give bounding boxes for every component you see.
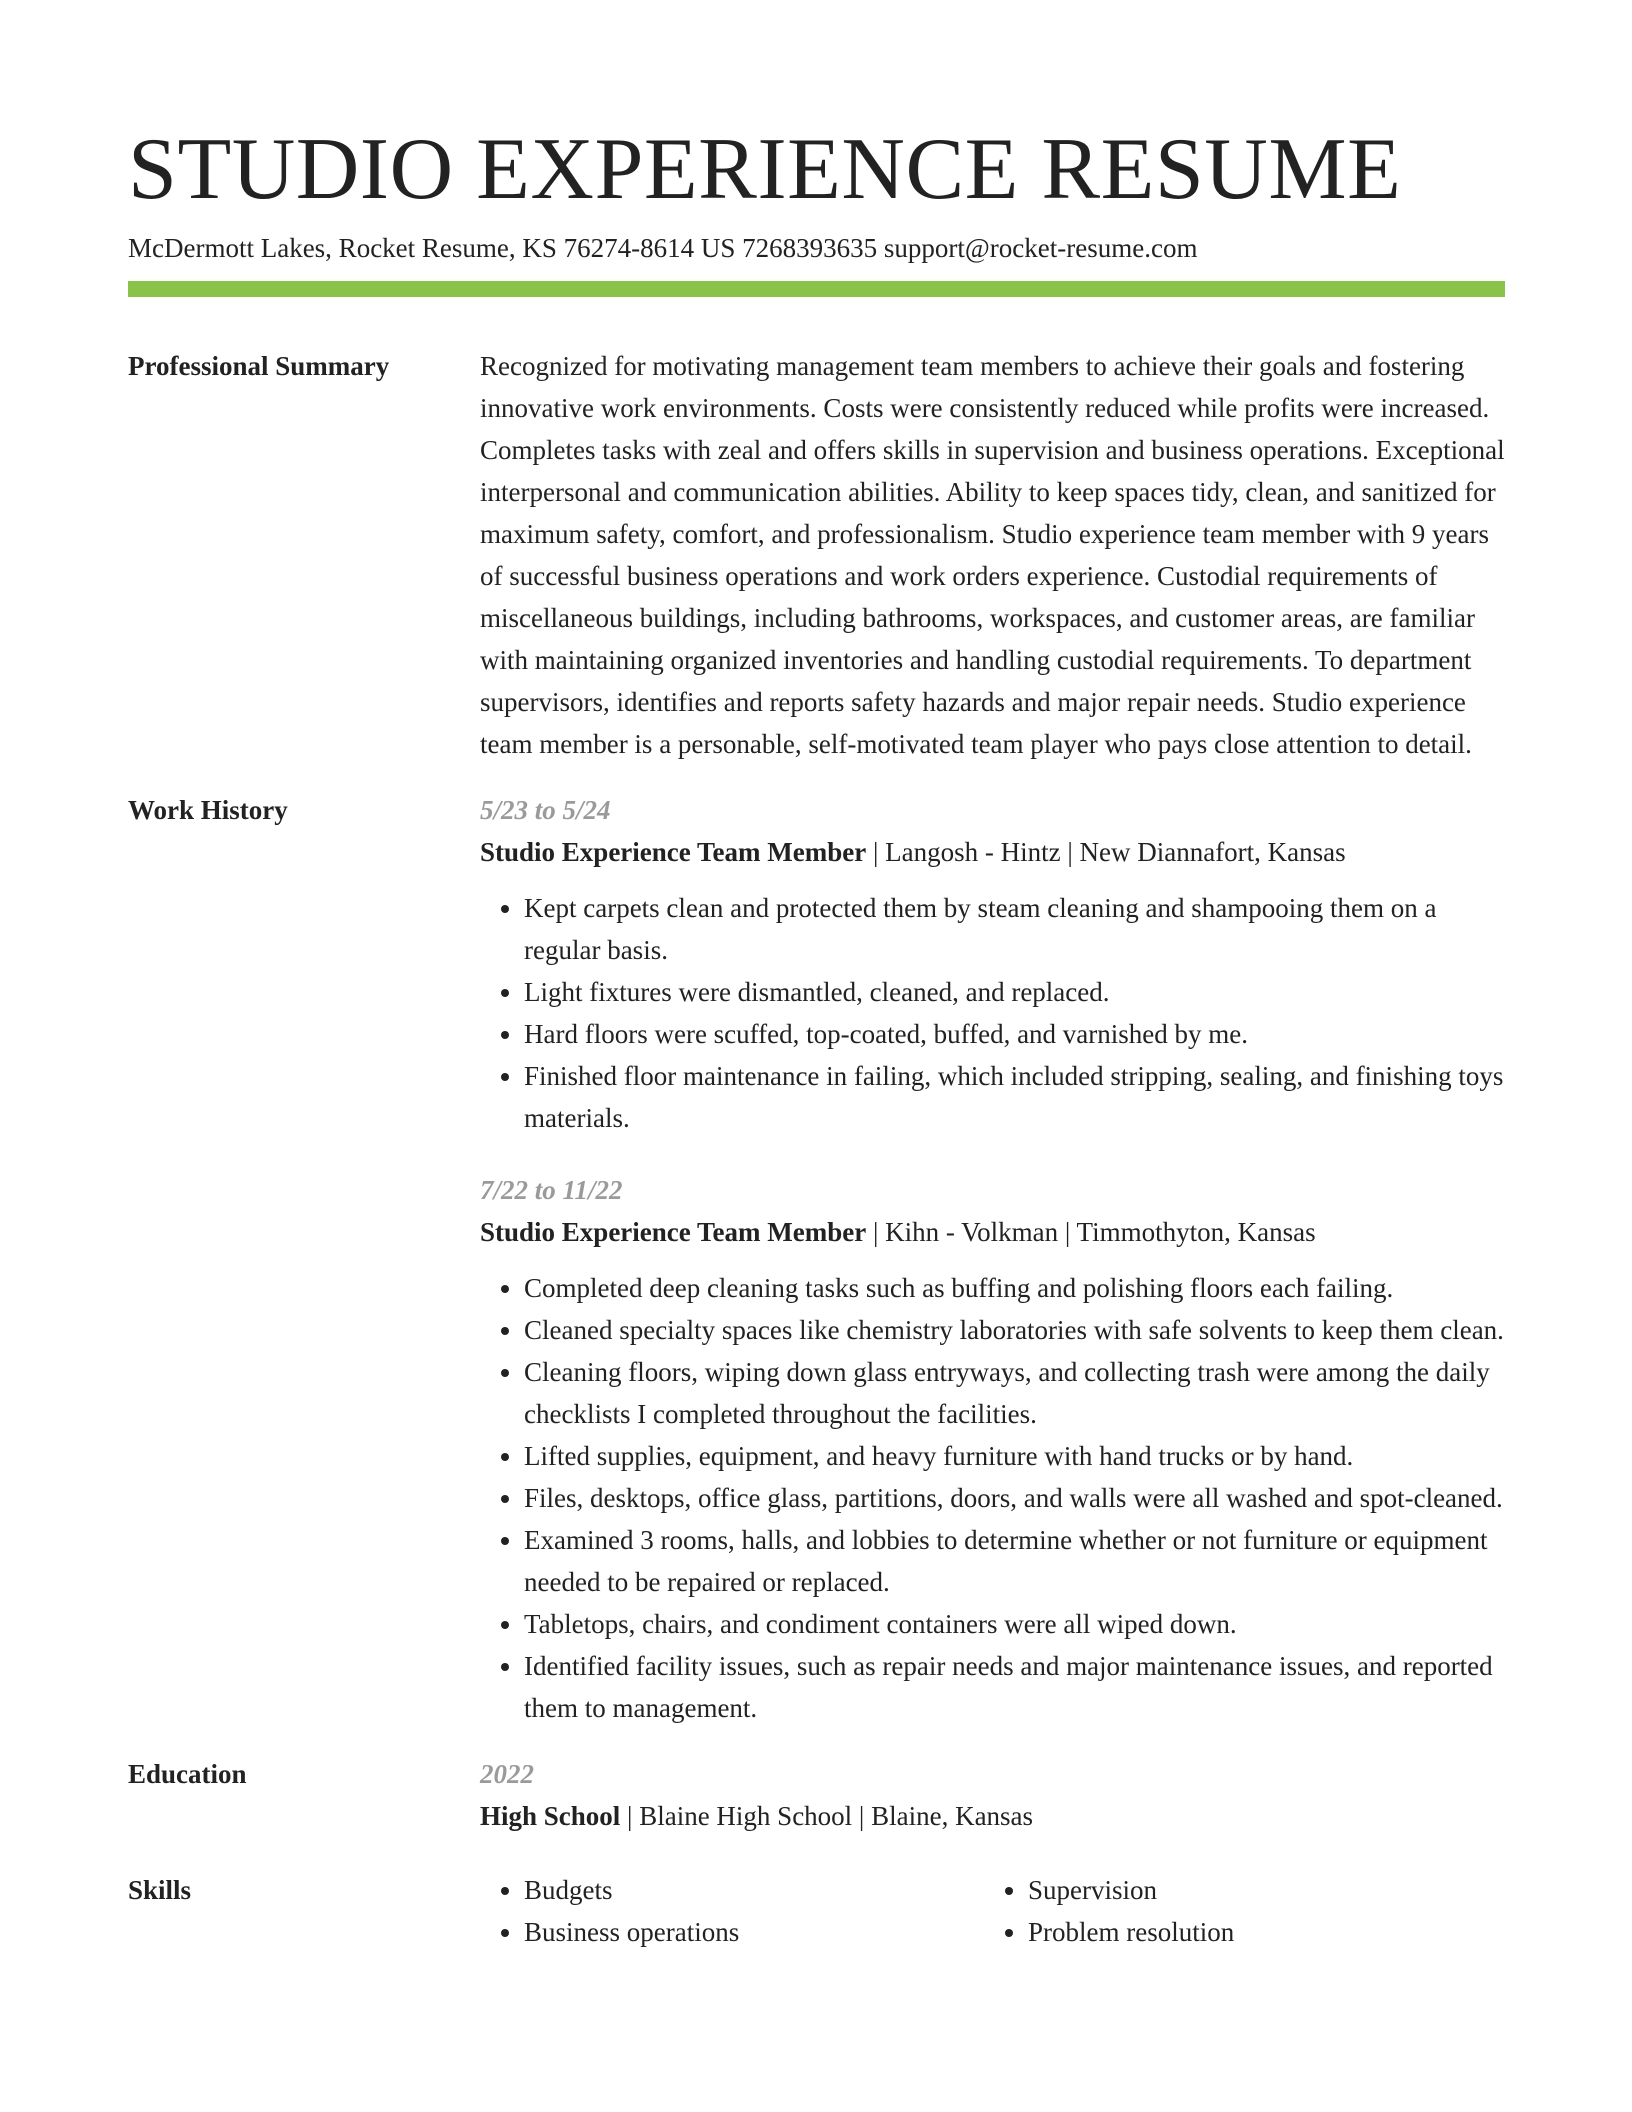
job-bullet: • Kept carpets clean and protected them by steam cleaning and shampooing them on a regular basis. bbox=[524, 887, 1505, 971]
job-details: | Kihn - Volkman | Timmothyton, Kansas bbox=[866, 1217, 1316, 1247]
skills-section bbox=[128, 1869, 1505, 1953]
education-section bbox=[128, 1753, 1505, 1837]
job-bullet: • Finished floor maintenance in failing, which included stripping, sealing, and finishing toys materials. bbox=[524, 1055, 1505, 1139]
skills-column-1 bbox=[480, 1869, 984, 1953]
job-role-line bbox=[480, 831, 1505, 873]
section-label-education: Education bbox=[128, 1759, 247, 1789]
job-bullet: • Identified facility issues, such as repair needs and major maintenance issues, and reported them to management. bbox=[524, 1645, 1505, 1729]
contact-line bbox=[128, 230, 1505, 266]
header-divider bbox=[128, 281, 1505, 297]
summary-section bbox=[128, 345, 1505, 765]
skills-grid bbox=[480, 1869, 1505, 1953]
skills-column-2 bbox=[984, 1869, 1448, 1953]
contact-phone: 7268393635 bbox=[742, 233, 878, 263]
section-label-work-history: Work History bbox=[128, 795, 288, 825]
education-year: 2022 bbox=[480, 1759, 534, 1789]
section-label-summary: Professional Summary bbox=[128, 351, 390, 381]
skill-item: • Business operations bbox=[524, 1911, 984, 1953]
job-bullet: • Cleaning floors, wiping down glass entryways, and collecting trash were among the daily checklists I completed throughout the facilities. bbox=[524, 1351, 1505, 1435]
job-bullets bbox=[480, 1267, 1505, 1729]
job-bullet: • Tabletops, chairs, and condiment containers were all wiped down. bbox=[524, 1603, 1505, 1645]
section-label-skills: Skills bbox=[128, 1875, 192, 1905]
education-degree: High School bbox=[480, 1801, 621, 1831]
job-list bbox=[480, 789, 1505, 1729]
job-bullet: • Files, desktops, office glass, partitions, doors, and walls were all washed and spot-cleaned. bbox=[524, 1477, 1505, 1519]
job-bullet: • Light fixtures were dismantled, cleaned, and replaced. bbox=[524, 971, 1505, 1013]
resume-title: STUDIO EXPERIENCE RESUME bbox=[128, 121, 1402, 218]
job-dates: 7/22 to 11/22 bbox=[480, 1175, 623, 1205]
resume-page bbox=[128, 120, 1505, 1953]
job-bullet: • Hard floors were scuffed, top-coated, buffed, and varnished by me. bbox=[524, 1013, 1505, 1055]
job-dates: 5/23 to 5/24 bbox=[480, 795, 611, 825]
contact-address: McDermott Lakes, Rocket Resume, KS 76274-8614 US bbox=[128, 233, 736, 263]
job-role: Studio Experience Team Member bbox=[480, 837, 867, 867]
job-bullet: • Completed deep cleaning tasks such as buffing and polishing floors each failing. bbox=[524, 1267, 1505, 1309]
job-entry bbox=[480, 1169, 1505, 1729]
work-history-section bbox=[128, 789, 1505, 1729]
job-bullets bbox=[480, 887, 1505, 1139]
job-bullet: • Lifted supplies, equipment, and heavy furniture with hand trucks or by hand. bbox=[524, 1435, 1505, 1477]
job-entry bbox=[480, 789, 1505, 1139]
job-role: Studio Experience Team Member bbox=[480, 1217, 867, 1247]
job-bullet: • Cleaned specialty spaces like chemistry laboratories with safe solvents to keep them clean. bbox=[524, 1309, 1505, 1351]
job-role-line bbox=[480, 1211, 1505, 1253]
skill-item: • Budgets bbox=[524, 1869, 984, 1911]
education-line bbox=[480, 1795, 1505, 1837]
education-details: | Blaine High School | Blaine, Kansas bbox=[620, 1801, 1034, 1831]
job-details: | Langosh - Hintz | New Diannafort, Kansas bbox=[866, 837, 1346, 867]
contact-email: support@rocket-resume.com bbox=[883, 233, 1198, 263]
skill-item: • Problem resolution bbox=[1028, 1911, 1448, 1953]
summary-text: Recognized for motivating management team members to achieve their goals and fostering innovative work environments. Costs were consistently reduced while profits were increased. Completes tasks with zeal and offers skills in supervision and business operations. Exceptional interpersonal and communication abilities. Ability to keep spaces tidy, clean, and sanitized for maximum safety, comfort, and professionalism. Studio experience team member with 9 years of successful business operations and work orders experience. Custodial requirements of miscellaneous buildings, including bathrooms, workspaces, and customer areas, are familiar with maintaining organized inventories and handling custodial requirements. To department supervisors, identifies and reports safety hazards and major repair needs. Studio experience team member is a personable, self-motivated team player who pays close attention to detail. bbox=[480, 351, 1505, 759]
job-bullet: • Examined 3 rooms, halls, and lobbies to determine whether or not furniture or equipment needed to be repaired or replaced. bbox=[524, 1519, 1505, 1603]
skill-item: • Supervision bbox=[1028, 1869, 1448, 1911]
